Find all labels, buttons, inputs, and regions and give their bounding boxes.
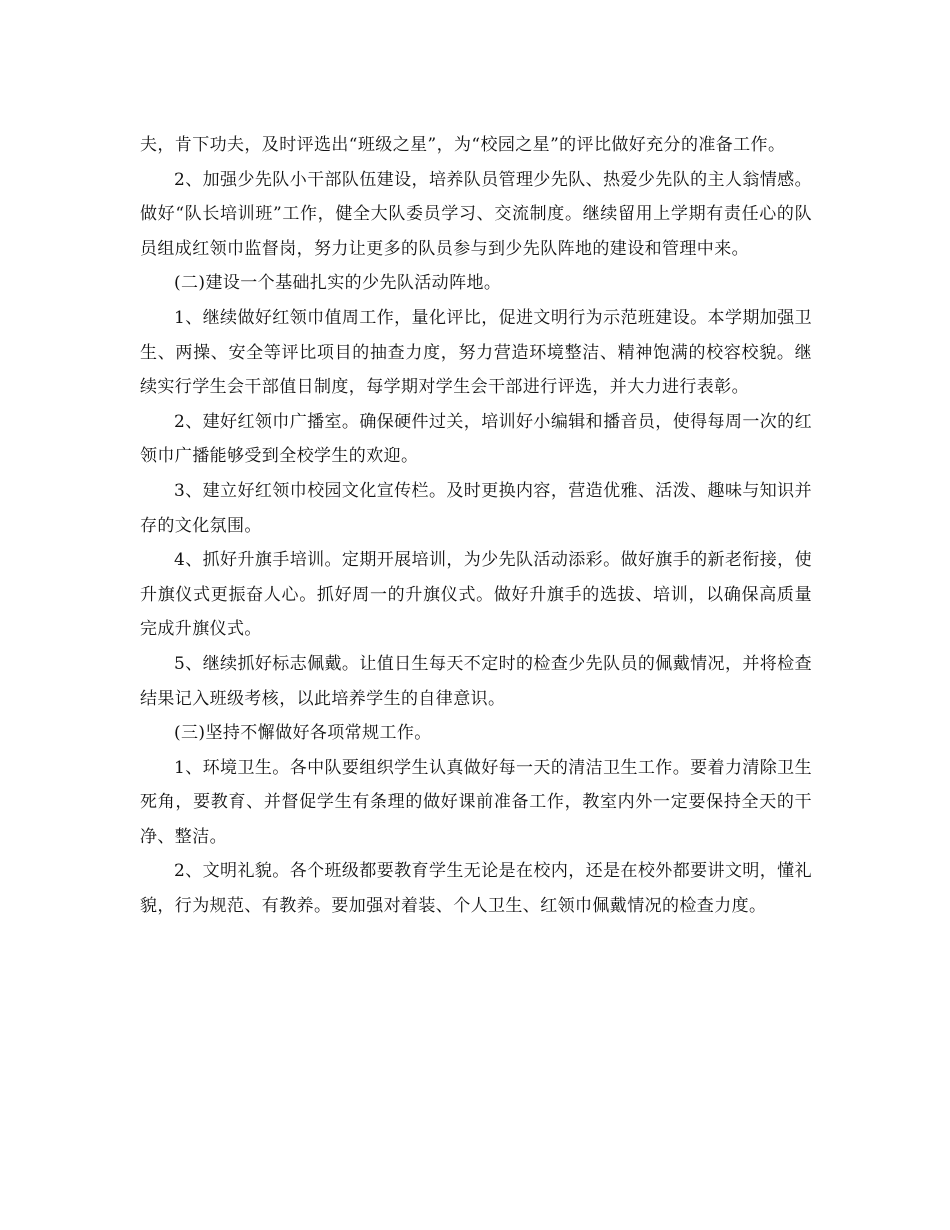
paragraph-duty-week: 1、继续做好红领巾值周工作，量化评比，促进文明行为示范班建设。本学期加强卫生、两操、安全等评比项目的抽查力度，努力营造环境整洁、精神饱满的校容校貌。继续实行学生会干部值日制度，每学期对学生会干部进行评选，并大力进行表彰。 <box>140 307 812 398</box>
paragraph-bulletin: 3、建立好红领巾校园文化宣传栏。及时更换内容，营造优雅、活泼、趣味与知识并存的文化氛围。 <box>140 480 812 536</box>
paragraph-flag-raising: 4、抓好升旗手培训。定期开展培训，为少先队活动添彩。做好旗手的新老衔接，使升旗仪式更振奋人心。抓好周一的升旗仪式。做好升旗手的选拔、培训，以确保高质量完成升旗仪式。 <box>140 550 812 640</box>
paragraph-hygiene: 1、环境卫生。各中队要组织学生认真做好每一天的清洁卫生工作。要着力清除卫生死角，要教育、并督促学生有条理的做好课前准备工作，教室内外一定要保持全天的干净、整洁。 <box>140 757 812 847</box>
document-body <box>140 128 812 924</box>
paragraph-cadre-team: 2、加强少先队小干部队伍建设，培养队员管理少先队、热爱少先队的主人翁情感。做好“队长培训班”工作，健全大队委员学习、交流制度。继续留用上学期有责任心的队员组成红领巾监督岗，努力让更多的队员参与到少先队阵地的建设和管理中来。 <box>140 169 812 259</box>
section-heading-3: (三)坚持不懈做好各项常规工作。 <box>174 723 432 744</box>
paragraph-continuation: 夫，肯下功夫，及时评选出“班级之星”，为“校园之星”的评比做好充分的准备工作。 <box>140 135 786 155</box>
paragraph-broadcast: 2、建好红领巾广播室。确保硬件过关，培训好小编辑和播音员，使得每周一次的红领巾广播能够受到全校学生的欢迎。 <box>140 411 812 467</box>
section-heading-2: (二)建设一个基础扎实的少先队活动阵地。 <box>174 273 502 294</box>
paragraph-badge: 5、继续抓好标志佩戴。让值日生每天不定时的检查少先队员的佩戴情况，并将检查结果记入班级考核，以此培养学生的自律意识。 <box>140 653 812 709</box>
paragraph-courtesy: 2、文明礼貌。各个班级都要教育学生无论是在校内，还是在校外都要讲文明，懂礼貌，行为规范、有教养。要加强对着装、个人卫生、红领巾佩戴情况的检查力度。 <box>140 861 812 917</box>
